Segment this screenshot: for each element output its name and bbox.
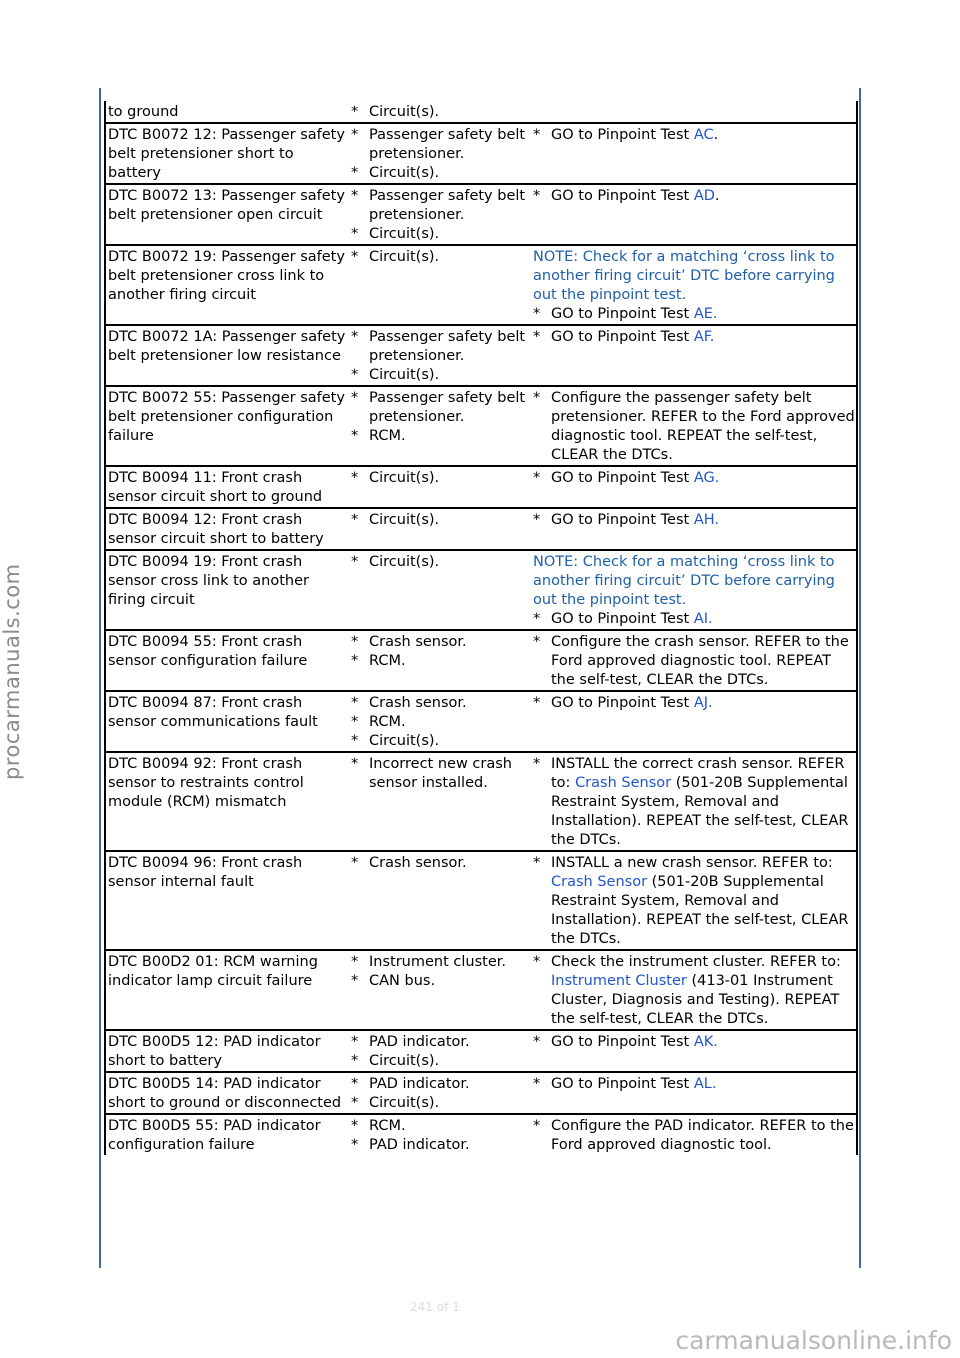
bullet-star: * — [351, 973, 359, 989]
action — [531, 123, 857, 184]
bullet-line — [533, 1117, 855, 1155]
dtc-description: DTC B0094 96: Front crash sensor internal fault — [105, 851, 349, 950]
action — [531, 101, 857, 123]
bullet-line — [533, 328, 855, 347]
bullet-star: * — [533, 1076, 541, 1092]
dtc-description: DTC B0072 12: Passenger safety belt pretensioner short to battery — [105, 123, 349, 184]
table-row — [105, 851, 857, 950]
action-text — [551, 469, 855, 488]
dtc-description: DTC B00D5 55: PAD indicator configuration failure — [105, 1114, 349, 1155]
possible-causes — [349, 1114, 531, 1155]
bullet-text: PAD indicator. — [369, 1076, 470, 1092]
bullet-line — [351, 854, 530, 873]
bullet-star: * — [351, 470, 359, 486]
bullet-text: RCM. — [369, 428, 406, 444]
dtc-description: DTC B0094 55: Front crash sensor configuration failure — [105, 630, 349, 691]
action — [531, 184, 857, 245]
possible-causes — [349, 184, 531, 245]
bullet-star: * — [351, 367, 359, 383]
action-post: . — [714, 188, 720, 204]
bullet-line — [351, 652, 530, 671]
side-watermark: procarmanuals.com — [0, 563, 24, 780]
bullet-star: * — [351, 249, 359, 265]
note-text: NOTE: Check for a matching ‘cross link to another firing circuit’ DTC before carrying out the pinpoint test. — [533, 249, 835, 303]
table-row — [105, 508, 857, 550]
bullet-text: RCM. — [369, 653, 406, 669]
pinpoint-link[interactable]: AE. — [693, 306, 718, 322]
action-text — [551, 755, 855, 850]
dtc-description: DTC B0094 92: Front crash sensor to restraints control module (RCM) mismatch — [105, 752, 349, 851]
bullet-text: Circuit(s). — [369, 249, 440, 265]
possible-causes — [349, 851, 531, 950]
table-row — [105, 1030, 857, 1072]
bullet-line — [533, 187, 855, 206]
bullet-line — [351, 553, 530, 572]
action — [531, 508, 857, 550]
bullet-star: * — [351, 756, 359, 772]
possible-causes — [349, 123, 531, 184]
bullet-text: Incorrect new crash sensor installed. — [369, 756, 512, 791]
action-pre: GO to Pinpoint Test — [551, 306, 694, 322]
dtc-description: DTC B0094 11: Front crash sensor circuit short to ground — [105, 466, 349, 508]
bullet-line — [351, 694, 530, 713]
bullet-line — [533, 610, 855, 629]
bullet-line — [351, 1033, 530, 1052]
dtc-description: DTC B00D5 14: PAD indicator short to ground or disconnected — [105, 1072, 349, 1114]
bullet-star: * — [533, 1118, 541, 1134]
table-row — [105, 752, 857, 851]
frame-right-border — [859, 88, 861, 1268]
bullet-star: * — [351, 329, 359, 345]
bullet-line — [533, 694, 855, 713]
bullet-star: * — [533, 634, 541, 650]
bullet-star: * — [351, 390, 359, 406]
pinpoint-link[interactable]: AH. — [693, 512, 720, 528]
bullet-line — [351, 366, 530, 385]
bullet-text: Circuit(s). — [369, 733, 440, 749]
action-pre: GO to Pinpoint Test — [551, 470, 694, 486]
bullet-line — [351, 164, 530, 183]
bullet-line — [351, 755, 530, 793]
bullet-line — [351, 225, 530, 244]
pinpoint-link[interactable]: Crash Sensor — [551, 874, 648, 890]
bottom-watermark: carmanualsonline.info — [675, 1326, 952, 1355]
action-text — [551, 610, 855, 629]
action-post: . — [713, 127, 719, 143]
action-pre: Check the instrument cluster. REFER to: — [551, 954, 841, 970]
dtc-description: DTC B0072 1A: Passenger safety belt pretensioner low resistance — [105, 325, 349, 386]
action-pre: GO to Pinpoint Test — [551, 695, 694, 711]
bullet-line — [533, 469, 855, 488]
bullet-star: * — [351, 1118, 359, 1134]
bullet-line — [533, 633, 855, 690]
dtc-description: DTC B0072 19: Passenger safety belt pretensioner cross link to another firing circuit — [105, 245, 349, 325]
action — [531, 325, 857, 386]
table-row — [105, 123, 857, 184]
dtc-description: DTC B00D2 01: RCM warning indicator lamp circuit failure — [105, 950, 349, 1030]
dtc-description: DTC B0094 19: Front crash sensor cross link to another firing circuit — [105, 550, 349, 630]
bullet-line — [351, 633, 530, 652]
bullet-text: Circuit(s). — [369, 367, 440, 383]
bullet-line — [351, 972, 530, 991]
bullet-line — [533, 1033, 855, 1052]
bullet-line — [351, 713, 530, 732]
bullet-line — [533, 755, 855, 850]
action-text — [551, 187, 855, 206]
action — [531, 1072, 857, 1114]
action — [531, 691, 857, 752]
action-text — [551, 1033, 855, 1052]
action — [531, 386, 857, 466]
bullet-text: Instrument cluster. — [369, 954, 506, 970]
action-text — [551, 511, 855, 530]
pinpoint-link[interactable]: AC — [693, 127, 714, 143]
table-row — [105, 386, 857, 466]
bullet-star: * — [351, 714, 359, 730]
bullet-text: Passenger safety belt pretensioner. — [369, 127, 526, 162]
bullet-line — [351, 389, 530, 427]
table-row — [105, 950, 857, 1030]
bullet-line — [533, 126, 855, 145]
note-text: NOTE: Check for a matching ‘cross link to another firing circuit’ DTC before carrying out the pinpoint test. — [533, 554, 835, 608]
possible-causes — [349, 1072, 531, 1114]
bullet-line — [351, 187, 530, 225]
page-number: 241 of 1 — [410, 1300, 460, 1314]
possible-causes — [349, 691, 531, 752]
action-pre: GO to Pinpoint Test — [551, 1076, 694, 1092]
bullet-star: * — [351, 855, 359, 871]
bullet-star: * — [533, 329, 541, 345]
table-row — [105, 466, 857, 508]
table-row — [105, 184, 857, 245]
action — [531, 550, 857, 630]
bullet-line — [351, 126, 530, 164]
action-pre: GO to Pinpoint Test — [551, 1034, 694, 1050]
bullet-line — [351, 1136, 530, 1155]
bullet-star: * — [351, 554, 359, 570]
action-text — [551, 389, 855, 465]
bullet-text: Circuit(s). — [369, 512, 440, 528]
bullet-text: RCM. — [369, 714, 406, 730]
bullet-star: * — [351, 1034, 359, 1050]
bullet-text: Passenger safety belt pretensioner. — [369, 390, 526, 425]
bullet-line — [351, 1094, 530, 1113]
bullet-text: Passenger safety belt pretensioner. — [369, 188, 526, 223]
bullet-line — [351, 328, 530, 366]
pinpoint-link[interactable]: Instrument Cluster — [551, 973, 687, 989]
bullet-star: * — [533, 855, 541, 871]
bullet-line — [533, 511, 855, 530]
pinpoint-link[interactable]: AF. — [693, 329, 715, 345]
action-text — [551, 305, 855, 324]
bullet-star: * — [351, 634, 359, 650]
possible-causes — [349, 630, 531, 691]
action-pre: Configure the passenger safety belt pretensioner. REFER to the Ford approved diagnostic tool. REPEAT the self-test, CLEAR the DTCs. — [551, 390, 855, 463]
bullet-line — [351, 1075, 530, 1094]
bullet-text: PAD indicator. — [369, 1137, 470, 1153]
table-row — [105, 245, 857, 325]
dtc-description: to ground — [105, 101, 349, 123]
pinpoint-link[interactable]: AD — [693, 188, 715, 204]
bullet-star: * — [533, 756, 541, 772]
bullet-star: * — [351, 512, 359, 528]
action-text — [551, 633, 855, 690]
bullet-star: * — [533, 954, 541, 970]
action-text — [551, 854, 855, 949]
dtc-description: DTC B0072 13: Passenger safety belt pretensioner open circuit — [105, 184, 349, 245]
pinpoint-link[interactable]: AG. — [693, 470, 720, 486]
bullet-star: * — [533, 695, 541, 711]
possible-causes — [349, 950, 531, 1030]
pinpoint-link[interactable]: AJ. — [693, 695, 713, 711]
dtc-description: DTC B0072 55: Passenger safety belt pretensioner configuration failure — [105, 386, 349, 466]
bullet-text: PAD indicator. — [369, 1034, 470, 1050]
bullet-star: * — [351, 428, 359, 444]
pinpoint-link[interactable]: AI. — [693, 611, 713, 627]
bullet-text: Circuit(s). — [369, 165, 440, 181]
possible-causes — [349, 386, 531, 466]
bullet-star: * — [351, 733, 359, 749]
possible-causes — [349, 1030, 531, 1072]
bullet-star: * — [533, 390, 541, 406]
action-pre: Configure the PAD indicator. REFER to the Ford approved diagnostic tool. — [551, 1118, 854, 1153]
bullet-star: * — [351, 127, 359, 143]
bullet-star: * — [351, 1137, 359, 1153]
bullet-line — [351, 469, 530, 488]
pinpoint-link[interactable]: Crash Sensor — [575, 775, 672, 791]
pinpoint-link[interactable]: AK. — [693, 1034, 718, 1050]
possible-causes — [349, 466, 531, 508]
action — [531, 752, 857, 851]
bullet-line — [533, 854, 855, 949]
possible-causes — [349, 245, 531, 325]
possible-causes — [349, 508, 531, 550]
bullet-star: * — [533, 611, 541, 627]
bullet-star: * — [533, 188, 541, 204]
bullet-line — [351, 1052, 530, 1071]
action — [531, 950, 857, 1030]
action-pre: Configure the crash sensor. REFER to the Ford approved diagnostic tool. REPEAT the self-test, CLEAR the DTCs. — [551, 634, 849, 688]
bullet-line — [351, 427, 530, 446]
action — [531, 466, 857, 508]
bullet-star: * — [351, 1076, 359, 1092]
bullet-star: * — [533, 470, 541, 486]
bullet-text: Circuit(s). — [369, 554, 440, 570]
bullet-star: * — [533, 512, 541, 528]
bullet-text: CAN bus. — [369, 973, 436, 989]
table-row — [105, 691, 857, 752]
action-pre: GO to Pinpoint Test — [551, 512, 694, 528]
action-text — [551, 126, 855, 145]
bullet-line — [351, 103, 530, 122]
bullet-line — [351, 248, 530, 267]
bullet-line — [533, 953, 855, 1029]
bullet-text: Circuit(s). — [369, 226, 440, 242]
action-pre: GO to Pinpoint Test — [551, 127, 694, 143]
action-pre: GO to Pinpoint Test — [551, 329, 694, 345]
bullet-text: Passenger safety belt pretensioner. — [369, 329, 526, 364]
action-text — [551, 1117, 855, 1155]
bullet-star: * — [351, 226, 359, 242]
action — [531, 245, 857, 325]
action-post: (501-20B Supplemental Restraint System, Removal and Installation). REPEAT the self-test, CLEAR the DTCs. — [551, 874, 849, 947]
table-row — [105, 550, 857, 630]
bullet-line — [533, 305, 855, 324]
bullet-star: * — [533, 1034, 541, 1050]
table-row — [105, 1072, 857, 1114]
bullet-line — [351, 732, 530, 751]
bullet-text: RCM. — [369, 1118, 406, 1134]
bullet-text: Crash sensor. — [369, 855, 467, 871]
action-text — [551, 328, 855, 347]
table-row — [105, 325, 857, 386]
action-pre: GO to Pinpoint Test — [551, 188, 694, 204]
action — [531, 630, 857, 691]
action — [531, 1030, 857, 1072]
action-text — [551, 1075, 855, 1094]
bullet-text: Circuit(s). — [369, 1095, 440, 1111]
bullet-text: Circuit(s). — [369, 470, 440, 486]
bullet-star: * — [351, 695, 359, 711]
dtc-description: DTC B0094 87: Front crash sensor communications fault — [105, 691, 349, 752]
bullet-star: * — [351, 954, 359, 970]
action-pre: INSTALL the correct crash sensor. REFER to: — [551, 756, 845, 791]
bullet-star: * — [351, 1095, 359, 1111]
bullet-text: Circuit(s). — [369, 1053, 440, 1069]
table-row — [105, 630, 857, 691]
bullet-line — [533, 1075, 855, 1094]
bullet-line — [533, 389, 855, 465]
action-pre: INSTALL a new crash sensor. REFER to: — [551, 855, 833, 871]
frame-left-border — [99, 88, 101, 1268]
action-post: (413-01 Instrument Cluster, Diagnosis and Testing). REPEAT the self-test, CLEAR the DTCs. — [551, 973, 840, 1027]
possible-causes — [349, 325, 531, 386]
dtc-description: DTC B00D5 12: PAD indicator short to battery — [105, 1030, 349, 1072]
action — [531, 1114, 857, 1155]
action-text — [551, 694, 855, 713]
action — [531, 851, 857, 950]
pinpoint-link[interactable]: AL. — [693, 1076, 717, 1092]
bullet-star: * — [351, 188, 359, 204]
action-post: (501-20B Supplemental Restraint System, Removal and Installation). REPEAT the self-test, CLEAR the DTCs. — [551, 775, 849, 848]
possible-causes — [349, 752, 531, 851]
possible-causes — [349, 550, 531, 630]
dtc-table — [104, 101, 858, 1155]
bullet-star: * — [351, 1053, 359, 1069]
bullet-star: * — [351, 104, 359, 120]
table-row — [105, 1114, 857, 1155]
dtc-description: DTC B0094 12: Front crash sensor circuit short to battery — [105, 508, 349, 550]
bullet-line — [351, 953, 530, 972]
action-text — [551, 953, 855, 1029]
bullet-star: * — [351, 165, 359, 181]
bullet-text: Crash sensor. — [369, 695, 467, 711]
bullet-star: * — [351, 653, 359, 669]
possible-causes — [349, 101, 531, 123]
bullet-line — [351, 1117, 530, 1136]
action-pre: GO to Pinpoint Test — [551, 611, 694, 627]
bullet-text: Crash sensor. — [369, 634, 467, 650]
bullet-star: * — [533, 127, 541, 143]
bullet-line — [351, 511, 530, 530]
bullet-text: Circuit(s). — [369, 104, 440, 120]
table-row — [105, 101, 857, 123]
bullet-star: * — [533, 306, 541, 322]
